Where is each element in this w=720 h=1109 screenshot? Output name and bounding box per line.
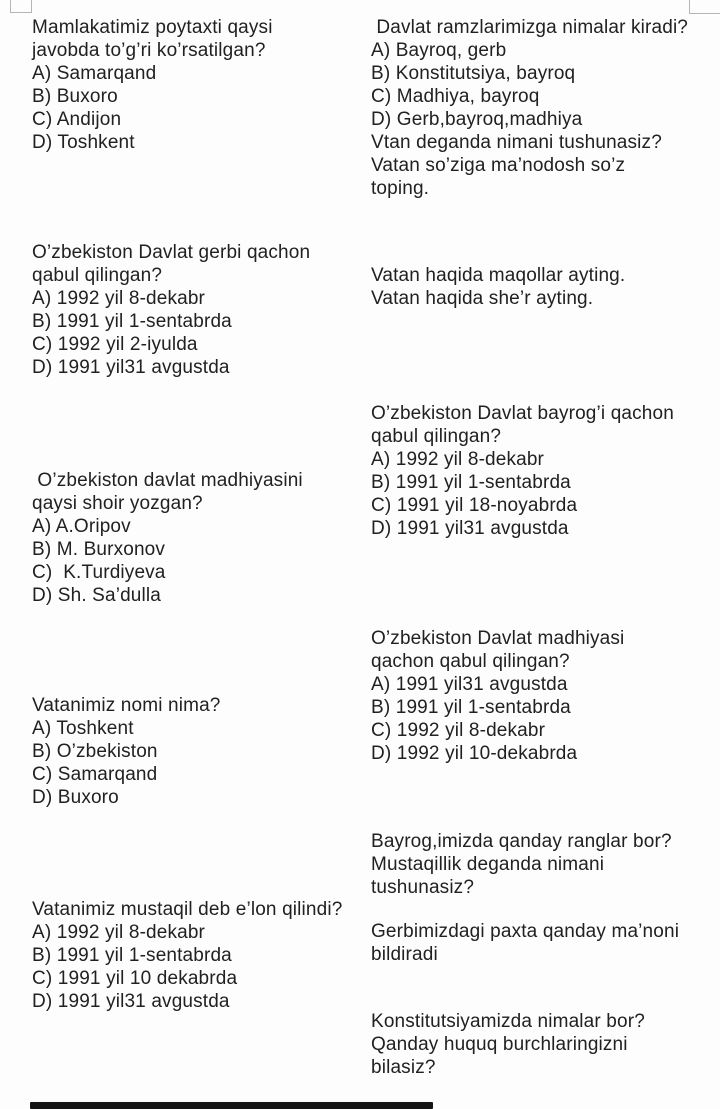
text-line: qachon qabul qilingan?	[371, 651, 570, 672]
text-line: A) Toshkent	[32, 718, 134, 739]
question-block	[32, 694, 372, 809]
question-block	[32, 469, 372, 607]
text-line: qabul qilingan?	[32, 265, 163, 286]
text-line: Vatan haqida she’r ayting.	[371, 288, 594, 309]
text-line: A) 1992 yil 8-dekabr	[32, 922, 206, 943]
bottom-progress-bar	[30, 1102, 433, 1109]
text-line: B) 1991 yil 1-sentabrda	[371, 697, 571, 718]
text-line: Vatan so’ziga ma’nodosh so’z	[371, 155, 626, 176]
question-block	[371, 920, 720, 966]
text-line: Bayrog,imizda qanday ranglar bor?	[371, 831, 672, 852]
text-line: B) 1991 yil 1-sentabrda	[371, 472, 571, 493]
text-line: Vtan deganda nimani tushunasiz?	[371, 132, 662, 153]
question-block	[371, 830, 720, 899]
text-line: B) 1991 yil 1-sentabrda	[32, 945, 232, 966]
text-line: C) 1991 yil 18-noyabrda	[371, 495, 578, 516]
text-line: Vatanimiz nomi nima?	[32, 695, 221, 716]
text-line: A) 1992 yil 8-dekabr	[371, 449, 545, 470]
text-line: D) 1991 yil31 avgustda	[371, 518, 569, 539]
text-line: toping.	[371, 178, 430, 199]
text-line: O’zbekiston Davlat gerbi qachon	[32, 242, 311, 263]
right-column	[371, 0, 720, 1109]
text-line: bildiradi	[371, 944, 438, 965]
text-line: Qanday huquq burchlaringizni	[371, 1034, 628, 1055]
text-line: C) Andijon	[32, 109, 122, 130]
text-line: Davlat ramzlarimizga nimalar kiradi?	[371, 17, 689, 38]
text-line: O’zbekiston Davlat madhiyasi	[371, 628, 625, 649]
text-line: B) 1991 yil 1-sentabrda	[32, 311, 232, 332]
text-line: Mustaqillik deganda nimani	[371, 854, 605, 875]
text-line: D) Buxoro	[32, 787, 119, 808]
text-line: C) Samarqand	[32, 764, 158, 785]
text-line: O’zbekiston davlat madhiyasini	[32, 470, 303, 491]
text-line: D) Gerb,bayroq,madhiya	[371, 109, 583, 130]
text-line: Konstitutsiyamizda nimalar bor?	[371, 1011, 645, 1032]
question-block	[371, 402, 720, 540]
text-line: C) 1992 yil 8-dekabr	[371, 720, 546, 741]
question-block	[32, 241, 372, 379]
text-line: D) Toshkent	[32, 132, 135, 153]
text-line: tushunasiz?	[371, 877, 475, 898]
question-block	[371, 1010, 720, 1079]
text-line: D) 1992 yil 10-dekabrda	[371, 743, 578, 764]
text-line: C) 1991 yil 10 dekabrda	[32, 968, 238, 989]
question-block	[371, 627, 720, 765]
text-line: D) 1991 yil31 avgustda	[32, 357, 230, 378]
text-line: Mamlakatimiz poytaxti qaysi	[32, 17, 273, 38]
text-line: C) Madhiya, bayroq	[371, 86, 540, 107]
text-line: qabul qilingan?	[371, 426, 502, 447]
question-block	[371, 16, 720, 200]
text-line: B) Buxoro	[32, 86, 118, 107]
text-line: Gerbimizdagi paxta qanday ma’noni	[371, 921, 680, 942]
text-line: qaysi shoir yozgan?	[32, 493, 203, 514]
text-line: bilasiz?	[371, 1057, 436, 1078]
text-line: javobda to’g’ri ko’rsatilgan?	[32, 40, 266, 61]
text-line: C) K.Turdiyeva	[32, 562, 166, 583]
text-line: A) A.Oripov	[32, 516, 131, 537]
text-line: A) 1992 yil 8-dekabr	[32, 288, 206, 309]
text-line: Vatanimiz mustaqil deb e’lon qilindi?	[32, 899, 343, 920]
text-line: O’zbekiston Davlat bayrog’i qachon	[371, 403, 674, 424]
text-line: D) 1991 yil31 avgustda	[32, 991, 230, 1012]
text-line: B) Konstitutsiya, bayroq	[371, 63, 576, 84]
text-line: Vatan haqida maqollar ayting.	[371, 265, 626, 286]
table-cell-corner-mark-left	[10, 0, 32, 13]
question-block	[32, 898, 372, 1013]
text-line: A) 1991 yil31 avgustda	[371, 674, 568, 695]
text-line: B) O’zbekiston	[32, 741, 158, 762]
text-line: C) 1992 yil 2-iyulda	[32, 334, 198, 355]
text-line: A) Samarqand	[32, 63, 157, 84]
text-line: A) Bayroq, gerb	[371, 40, 507, 61]
text-line: D) Sh. Sa’dulla	[32, 585, 161, 606]
text-line: B) M. Burxonov	[32, 539, 166, 560]
question-block	[371, 264, 720, 310]
question-block	[32, 16, 372, 154]
left-column	[32, 0, 372, 1109]
